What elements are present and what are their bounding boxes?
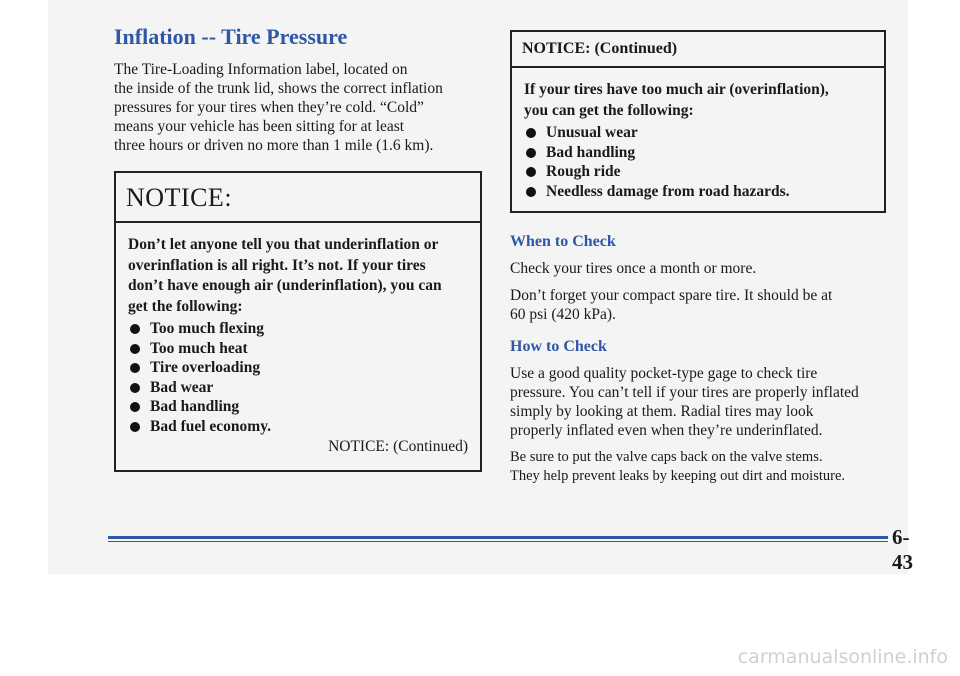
paragraph-line: Be sure to put the valve caps back on the valve stems. (510, 449, 823, 465)
list-item-text: Too much flexing (150, 320, 264, 337)
notice-continued-heading: NOTICE: (Continued) (512, 32, 884, 68)
footer-rule-thin (108, 541, 888, 542)
right-column (510, 30, 890, 486)
notice-line: don’t have enough air (underinflation), you can (128, 277, 442, 294)
manual-page (48, 0, 913, 574)
intro-line: the inside of the trunk lid, shows the correct inflation (114, 80, 443, 97)
notice-body (116, 223, 480, 470)
list-item (524, 182, 874, 202)
how-to-check-paragraph (510, 364, 890, 440)
paragraph-line: properly inflated even when they’re underinflated. (510, 422, 823, 439)
bullet-icon (526, 187, 536, 197)
notice-box (114, 171, 482, 472)
list-item-text: Needless damage from road hazards. (546, 182, 790, 200)
list-item-text: Unusual wear (546, 124, 638, 141)
list-item-text: Bad fuel economy. (150, 417, 271, 435)
intro-line: three hours or driven no more than 1 mile (1.6 km). (114, 137, 434, 154)
list-item (524, 143, 874, 163)
notice-continued-label: NOTICE: (Continued) (328, 438, 468, 455)
bullet-icon (526, 167, 536, 177)
list-item-text: Bad wear (150, 378, 214, 396)
bullet-icon (130, 383, 140, 393)
intro-line: means your vehicle has been sitting for at least (114, 118, 405, 135)
list-item-text: Too much heat (150, 339, 248, 357)
notice-text (128, 235, 470, 317)
notice-heading: NOTICE: (116, 173, 480, 223)
when-to-check-title: When to Check (510, 233, 616, 250)
list-item-text: Rough ride (546, 163, 621, 180)
page-number: 6-43 (892, 525, 913, 574)
list-item-text: Bad handling (546, 143, 636, 161)
notice-continued-box (510, 30, 886, 213)
list-item-text: Tire overloading (150, 359, 261, 376)
bullet-icon (130, 344, 140, 354)
list-item (128, 378, 470, 398)
notice-line: you can get the following: (524, 101, 694, 119)
notice-line: Don’t let anyone tell you that underinflation or (128, 236, 439, 253)
bullet-icon (130, 363, 140, 373)
bullet-icon (526, 148, 536, 158)
notice-bullet-list (128, 319, 470, 436)
intro-paragraph (114, 60, 484, 155)
list-item (128, 417, 470, 437)
bullet-icon (130, 324, 140, 334)
intro-line: pressures for your tires when they’re cold. “Cold” (114, 99, 424, 116)
watermark: carmanualsonline.info (737, 646, 948, 668)
footer-rule (108, 536, 888, 539)
notice-continued-body (512, 68, 884, 211)
notice-line: overinflation is all right. It’s not. If your tires (128, 256, 426, 274)
paragraph-line: 60 psi (420 kPa). (510, 306, 616, 323)
valve-caps-paragraph (510, 448, 890, 486)
list-item (128, 339, 470, 359)
notice-line: get the following: (128, 297, 243, 315)
paragraph-line: simply by looking at them. Radial tires may look (510, 403, 814, 420)
spare-tire-paragraph (510, 286, 890, 324)
paragraph-line: They help prevent leaks by keeping out dirt and moisture. (510, 468, 846, 484)
bullet-icon (130, 402, 140, 412)
when-to-check-paragraph: Check your tires once a month or more. (510, 260, 757, 277)
notice-continued-text (524, 80, 874, 121)
section-title: Inflation -- Tire Pressure (114, 24, 348, 49)
notice-continued-bullet-list (524, 123, 874, 201)
list-item (128, 319, 470, 339)
notice-line: If your tires have too much air (overinflation), (524, 81, 829, 98)
how-to-check-title: How to Check (510, 338, 607, 355)
paragraph-line: pressure. You can’t tell if your tires are properly inflated (510, 384, 859, 401)
left-column (114, 24, 484, 472)
bullet-icon (130, 422, 140, 432)
paragraph-line: Don’t forget your compact spare tire. It should be at (510, 287, 833, 304)
list-item (128, 397, 470, 417)
list-item (524, 123, 874, 143)
bullet-icon (526, 128, 536, 138)
list-item-text: Bad handling (150, 398, 240, 415)
list-item (128, 358, 470, 378)
list-item (524, 162, 874, 182)
intro-line: The Tire-Loading Information label, located on (114, 61, 408, 78)
paragraph-line: Use a good quality pocket-type gage to check tire (510, 365, 818, 382)
